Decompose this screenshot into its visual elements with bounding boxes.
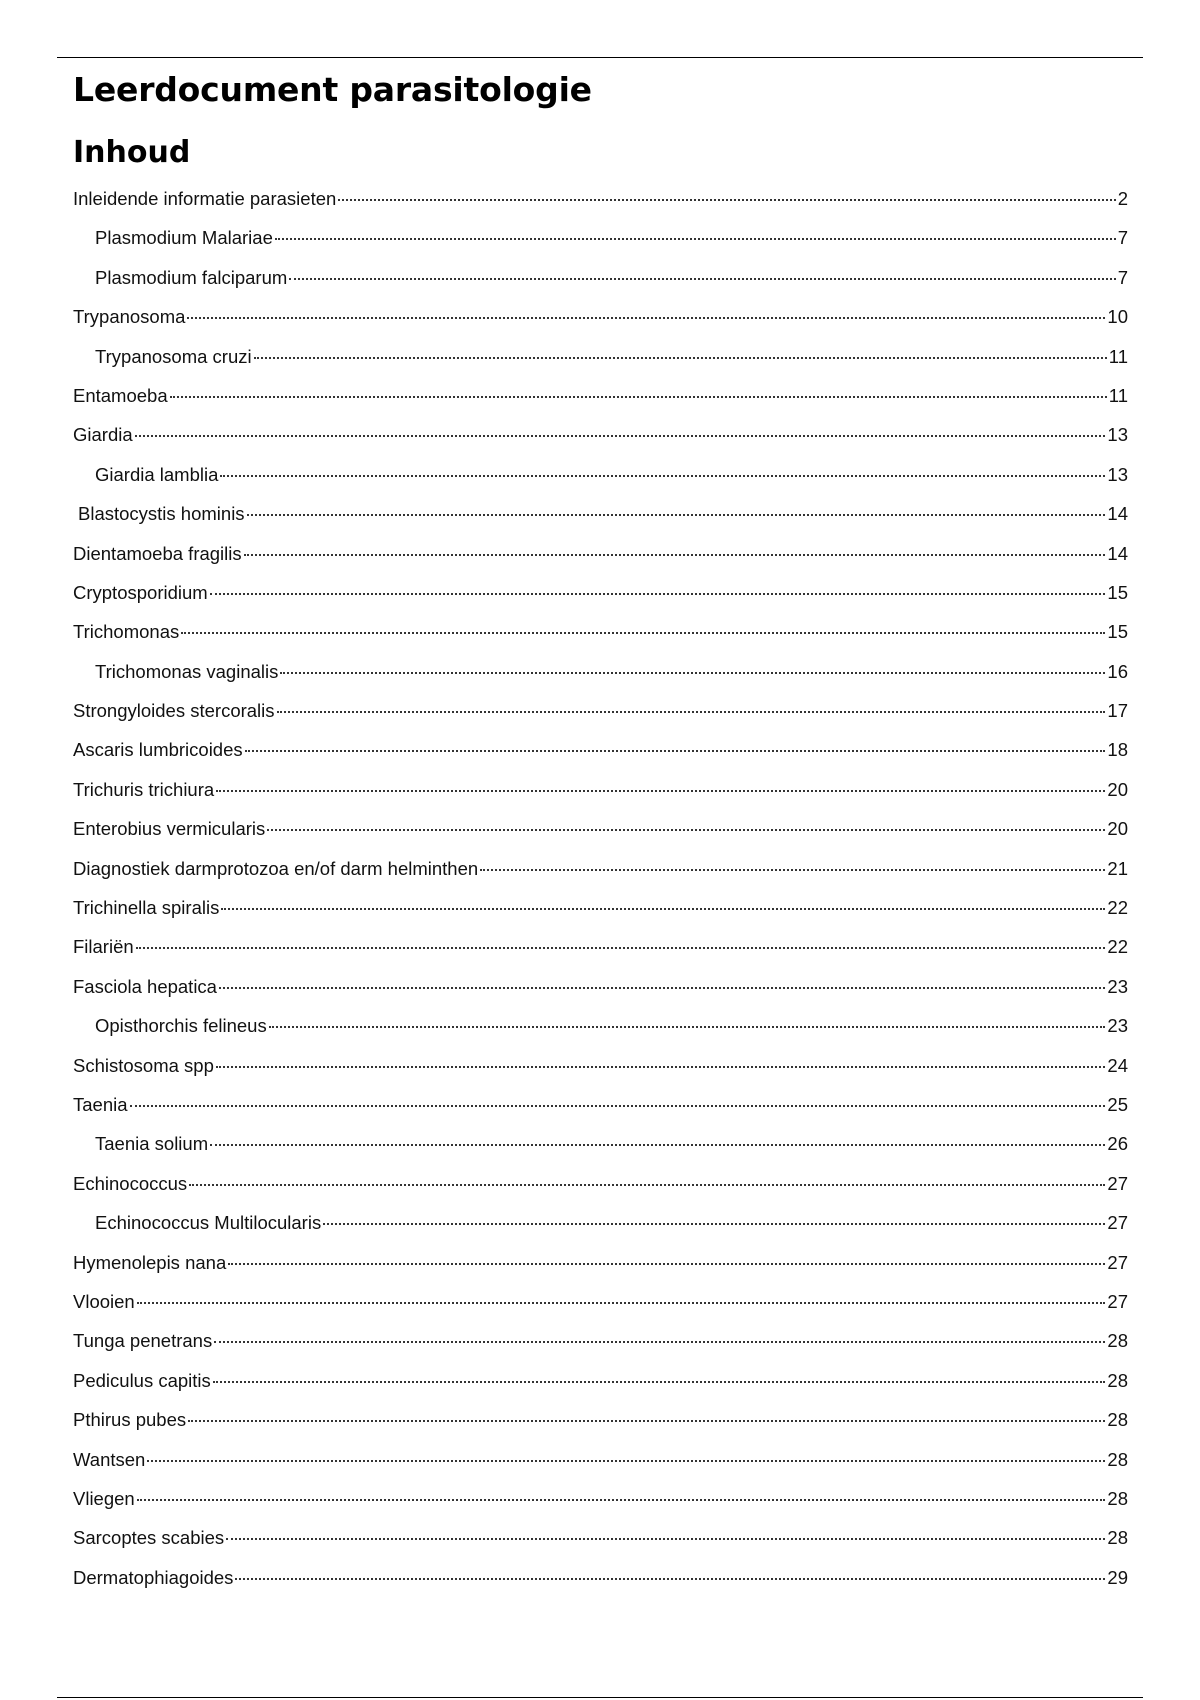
toc-entry-label: Dermatophiagoides — [73, 1566, 234, 1588]
toc-entry-label: Wantsen — [73, 1448, 146, 1470]
toc-entry-label: Strongyloides stercoralis — [73, 700, 275, 722]
toc-entry-label: Blastocystis hominis — [78, 503, 245, 525]
toc-entry-page-number: 2 — [1117, 188, 1128, 209]
toc-dot-leader — [247, 514, 1106, 516]
toc-dot-leader — [213, 1381, 1106, 1383]
toc-entry[interactable] — [73, 895, 1128, 934]
toc-entry-page-number: 28 — [1107, 1487, 1128, 1509]
toc-entry-page-number: 13 — [1107, 424, 1128, 446]
toc-entry-label: Inleidende informatie parasieten — [73, 188, 337, 209]
toc-entry[interactable] — [73, 501, 1128, 540]
toc-entry-label: Vlooien — [73, 1290, 135, 1312]
toc-entry[interactable] — [73, 304, 1128, 343]
toc-entry-label: Trypanosoma cruzi — [95, 345, 252, 367]
toc-entry-label: Giardia lamblia — [95, 463, 219, 485]
page-bottom-rule — [57, 1697, 1143, 1698]
toc-entry-page-number: 21 — [1107, 857, 1128, 879]
toc-entry[interactable] — [73, 383, 1128, 422]
toc-entry-page-number: 7 — [1117, 266, 1128, 288]
toc-entry-page-number: 29 — [1107, 1566, 1128, 1588]
page-top-rule — [57, 57, 1143, 58]
toc-entry-page-number: 17 — [1107, 700, 1128, 722]
toc-entry-page-number: 28 — [1107, 1330, 1128, 1352]
toc-entry-page-number: 20 — [1107, 778, 1128, 800]
toc-entry[interactable] — [73, 1368, 1128, 1407]
toc-entry-label: Hymenolepis nana — [73, 1251, 227, 1273]
toc-entry[interactable] — [73, 1525, 1128, 1564]
toc-entry[interactable] — [73, 422, 1128, 461]
toc-entry-label: Pediculus capitis — [73, 1369, 211, 1391]
toc-entry[interactable] — [73, 1289, 1128, 1328]
toc-entry-label: Enterobius vermicularis — [73, 818, 266, 840]
toc-dot-leader — [254, 357, 1107, 359]
toc-dot-leader — [277, 711, 1106, 713]
toc-entry-page-number: 24 — [1107, 1054, 1128, 1076]
toc-dot-leader — [245, 750, 1106, 752]
toc-entry-label: Plasmodium falciparum — [95, 266, 288, 288]
toc-entry[interactable] — [73, 1407, 1128, 1446]
toc-entry[interactable] — [73, 659, 1128, 698]
toc-entry[interactable] — [73, 344, 1128, 383]
toc-entry-label: Trichomonas — [73, 621, 180, 643]
toc-entry-page-number: 13 — [1107, 463, 1128, 485]
toc-entry-page-number: 28 — [1107, 1448, 1128, 1470]
toc-entry[interactable] — [73, 1328, 1128, 1367]
table-of-contents — [73, 186, 1128, 1604]
toc-entry-page-number: 11 — [1108, 345, 1128, 367]
toc-entry-page-number: 22 — [1107, 936, 1128, 958]
toc-dot-leader — [219, 987, 1105, 989]
toc-entry-page-number: 23 — [1107, 1015, 1128, 1037]
toc-dot-leader — [216, 1066, 1106, 1068]
toc-entry[interactable] — [73, 1171, 1128, 1210]
toc-entry-page-number: 14 — [1107, 503, 1128, 525]
toc-entry-page-number: 27 — [1107, 1290, 1128, 1312]
toc-heading: Inhoud — [73, 135, 191, 170]
toc-entry-label: Echinococcus Multilocularis — [95, 1212, 322, 1234]
toc-entry-label: Ascaris lumbricoides — [73, 739, 243, 761]
toc-entry-page-number: 15 — [1107, 621, 1128, 643]
toc-dot-leader — [137, 1302, 1106, 1304]
toc-entry[interactable] — [73, 1250, 1128, 1289]
toc-entry-page-number: 28 — [1107, 1369, 1128, 1391]
toc-entry-label: Tunga penetrans — [73, 1330, 213, 1352]
toc-entry-page-number: 27 — [1107, 1212, 1128, 1234]
toc-dot-leader — [280, 672, 1105, 674]
toc-dot-leader — [181, 632, 1105, 634]
toc-entry[interactable] — [73, 265, 1128, 304]
toc-entry-page-number: 16 — [1107, 660, 1128, 682]
toc-entry[interactable] — [73, 1013, 1128, 1052]
toc-entry-label: Vliegen — [73, 1487, 135, 1509]
toc-dot-leader — [135, 435, 1106, 437]
toc-entry-label: Dientamoeba fragilis — [73, 542, 242, 564]
toc-entry[interactable] — [73, 619, 1128, 658]
toc-dot-leader — [210, 593, 1106, 595]
toc-entry-label: Taenia — [73, 1093, 128, 1115]
toc-dot-leader — [216, 790, 1105, 792]
toc-entry-page-number: 26 — [1107, 1133, 1128, 1155]
toc-entry-page-number: 28 — [1107, 1527, 1128, 1549]
toc-entry-label: Trypanosoma — [73, 306, 186, 328]
toc-dot-leader — [210, 1144, 1105, 1146]
toc-entry-label: Cryptosporidium — [73, 581, 208, 603]
toc-dot-leader — [136, 947, 1106, 949]
toc-entry[interactable] — [73, 1565, 1128, 1604]
toc-entry[interactable] — [73, 186, 1128, 225]
toc-entry-label: Plasmodium Malariae — [95, 227, 273, 249]
toc-dot-leader — [189, 1184, 1105, 1186]
toc-dot-leader — [147, 1460, 1105, 1462]
toc-entry[interactable] — [73, 777, 1128, 816]
toc-entry[interactable] — [73, 1131, 1128, 1170]
toc-dot-leader — [220, 475, 1105, 477]
toc-entry[interactable] — [73, 1447, 1128, 1486]
toc-dot-leader — [137, 1499, 1106, 1501]
toc-entry-page-number: 11 — [1108, 384, 1128, 406]
toc-dot-leader — [289, 278, 1115, 280]
toc-entry-label: Entamoeba — [73, 384, 168, 406]
toc-entry-label: Filariën — [73, 936, 134, 958]
toc-entry-label: Giardia — [73, 424, 133, 446]
toc-entry[interactable] — [73, 856, 1128, 895]
toc-entry-page-number: 18 — [1107, 739, 1128, 761]
toc-dot-leader — [214, 1341, 1105, 1343]
toc-entry-page-number: 10 — [1107, 306, 1128, 328]
toc-entry[interactable] — [73, 1053, 1128, 1092]
toc-dot-leader — [244, 554, 1106, 556]
toc-entry-page-number: 27 — [1107, 1251, 1128, 1273]
toc-dot-leader — [228, 1263, 1105, 1265]
toc-dot-leader — [323, 1223, 1105, 1225]
toc-entry-label: Opisthorchis felineus — [95, 1015, 267, 1037]
toc-entry-label: Sarcoptes scabies — [73, 1527, 225, 1549]
toc-entry[interactable] — [73, 1210, 1128, 1249]
toc-entry[interactable] — [73, 541, 1128, 580]
toc-dot-leader — [226, 1538, 1105, 1540]
toc-dot-leader — [130, 1105, 1106, 1107]
toc-entry-page-number: 7 — [1117, 227, 1128, 249]
toc-entry-label: Echinococcus — [73, 1172, 188, 1194]
toc-entry[interactable] — [73, 934, 1128, 973]
toc-dot-leader — [269, 1026, 1106, 1028]
toc-entry-page-number: 28 — [1107, 1409, 1128, 1431]
toc-dot-leader — [338, 199, 1115, 201]
toc-entry-label: Schistosoma spp — [73, 1054, 214, 1076]
toc-entry-page-number: 15 — [1107, 581, 1128, 603]
toc-entry-page-number: 22 — [1107, 897, 1128, 919]
toc-entry-label: Trichuris trichiura — [73, 778, 215, 800]
toc-entry-page-number: 20 — [1107, 818, 1128, 840]
toc-entry[interactable] — [73, 1486, 1128, 1525]
toc-dot-leader — [275, 238, 1116, 240]
toc-dot-leader — [480, 869, 1105, 871]
toc-entry[interactable] — [73, 462, 1128, 501]
toc-entry-label: Taenia solium — [95, 1133, 209, 1155]
toc-entry-page-number: 27 — [1107, 1172, 1128, 1194]
toc-dot-leader — [267, 829, 1105, 831]
toc-entry-label: Trichomonas vaginalis — [95, 660, 279, 682]
toc-entry[interactable] — [73, 698, 1128, 737]
toc-entry[interactable] — [73, 737, 1128, 776]
toc-entry-page-number: 14 — [1107, 542, 1128, 564]
toc-entry-label: Fasciola hepatica — [73, 975, 217, 997]
toc-dot-leader — [235, 1578, 1105, 1580]
document-title: Leerdocument parasitologie — [73, 70, 592, 109]
toc-entry[interactable] — [73, 816, 1128, 855]
toc-entry-page-number: 23 — [1107, 975, 1128, 997]
toc-dot-leader — [221, 908, 1105, 910]
toc-dot-leader — [187, 317, 1105, 319]
toc-entry[interactable] — [73, 580, 1128, 619]
toc-dot-leader — [188, 1420, 1105, 1422]
toc-dot-leader — [170, 396, 1107, 398]
toc-entry[interactable] — [73, 974, 1128, 1013]
toc-entry[interactable] — [73, 225, 1128, 264]
toc-entry-label: Diagnostiek darmprotozoa en/of darm helminthen — [73, 857, 479, 879]
toc-entry-page-number: 25 — [1107, 1093, 1128, 1115]
toc-entry-label: Trichinella spiralis — [73, 897, 220, 919]
toc-entry[interactable] — [73, 1092, 1128, 1131]
toc-entry-label: Pthirus pubes — [73, 1409, 187, 1431]
